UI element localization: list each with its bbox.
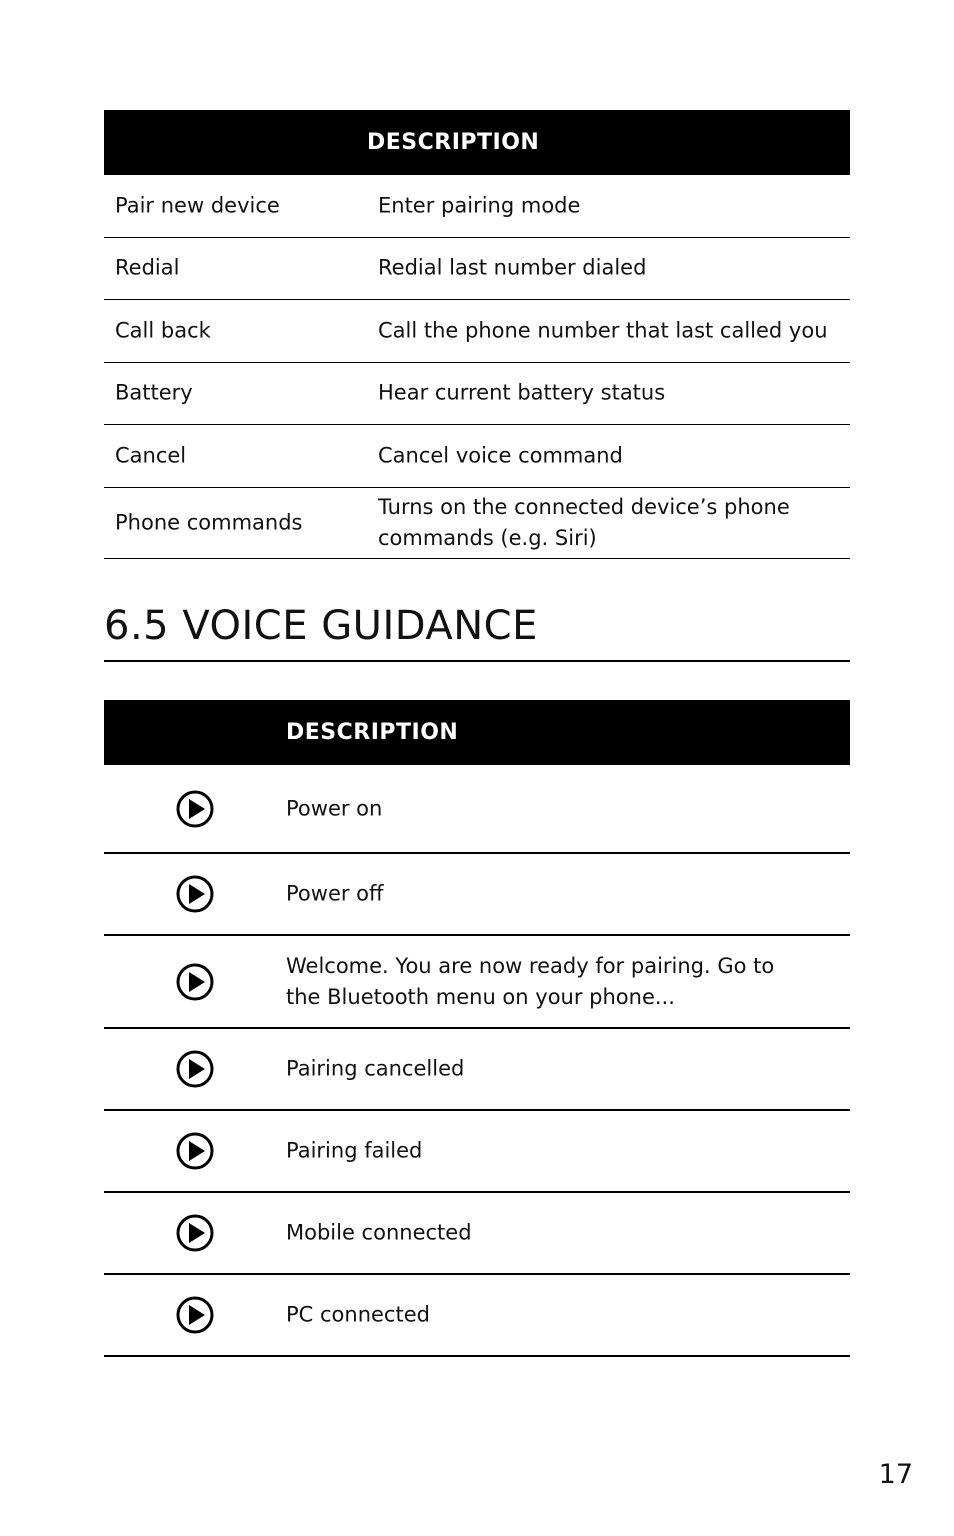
command-cell: Redial <box>115 255 180 280</box>
command-cell: Call back <box>115 318 211 343</box>
table-row <box>104 1275 850 1357</box>
table-row <box>104 1111 850 1193</box>
play-circle-icon <box>176 963 214 1001</box>
command-cell: Pair new device <box>115 193 280 218</box>
description-cell: Pairing failed <box>286 1138 423 1163</box>
table-row <box>104 854 850 936</box>
play-circle-icon <box>176 1050 214 1088</box>
description-column-header: DESCRIPTION <box>286 720 459 745</box>
description-cell: Pairing cancelled <box>286 1056 465 1081</box>
play-circle-icon <box>176 1296 214 1334</box>
description-cell: PC connected <box>286 1302 430 1327</box>
play-circle-icon <box>176 1132 214 1170</box>
description-cell: Call the phone number that last called you <box>378 318 828 343</box>
play-circle-icon <box>176 875 214 913</box>
voice-guidance-table <box>104 700 850 1357</box>
description-cell: Cancel voice command <box>378 443 623 468</box>
command-cell: Battery <box>115 380 193 405</box>
table-header <box>104 110 850 175</box>
table-row <box>104 363 850 426</box>
page-number: 17 <box>878 1459 913 1490</box>
table-row <box>104 238 850 301</box>
play-circle-icon <box>176 1214 214 1252</box>
play-circle-icon <box>176 790 214 828</box>
table-row <box>104 1193 850 1275</box>
description-cell: Redial last number dialed <box>378 255 647 280</box>
description-cell: Power off <box>286 881 384 906</box>
description-cell: Welcome. You are now ready for pairing. Go to the Bluetooth menu on your phone... <box>286 953 775 1009</box>
table-row <box>104 425 850 488</box>
voice-commands-table <box>104 110 850 559</box>
description-cell: Mobile connected <box>286 1220 472 1245</box>
table-header <box>104 700 850 765</box>
description-cell: Power on <box>286 796 383 820</box>
command-cell: Phone commands <box>115 510 303 534</box>
section-title: 6.5 VOICE GUIDANCE <box>104 596 850 662</box>
table-row <box>104 300 850 363</box>
table-row <box>104 1029 850 1111</box>
description-cell: Hear current battery status <box>378 380 666 405</box>
table-row <box>104 488 850 559</box>
description-cell: Enter pairing mode <box>378 193 581 218</box>
table-row <box>104 936 850 1029</box>
command-cell: Cancel <box>115 443 187 468</box>
table-row <box>104 765 850 854</box>
table-row <box>104 175 850 238</box>
description-cell: Turns on the connected device’s phone commands (e.g. Siri) <box>378 494 790 550</box>
description-column-header: DESCRIPTION <box>367 130 540 155</box>
